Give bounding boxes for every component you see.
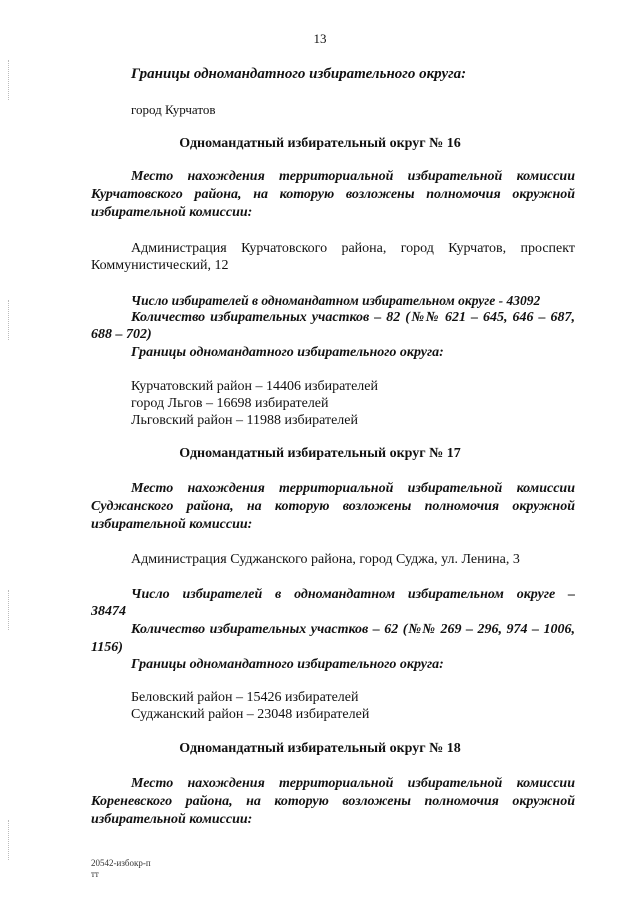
borders-label: Границы одномандатного избирательного округа: [131,66,467,82]
district-16-borders-label: Границы одномандатного избирательного округа: [131,345,444,360]
district-16-stations-line1: Количество избирательных участков – 82 (№№ 621 – 645, 646 – 687, [131,310,575,325]
district-17-commission-line3: избирательной комиссии: [91,517,253,532]
district-17-border-item: Суджанский район – 23048 избирателей [131,707,370,722]
district-18-commission-line1: Место нахождения территориальной избирательной комиссии [131,776,575,791]
margin-mark [8,820,10,860]
district-17-border-item: Беловский район – 15426 избирателей [131,690,359,705]
district-17-stations-line2: 1156) [91,640,123,655]
district-17-stations-line1: Количество избирательных участков – 62 (№№ 269 – 296, 974 – 1006, [131,622,575,637]
footer-code: 20542-избокр-п [91,858,151,868]
margin-mark [8,300,10,340]
document-footer [91,858,151,880]
district-16-address-line1: Администрация Курчатовского района, город Курчатов, проспект [131,241,575,256]
district-17-address: Администрация Суджанского района, город Суджа, ул. Ленина, 3 [131,552,520,567]
district-16-commission-line3: избирательной комиссии: [91,205,253,220]
district-17-commission-line2: Суджанского района, на которую возложены полномочия окружной [91,499,575,514]
district-18-title: Одномандатный избирательный округ № 18 [179,741,461,756]
district-16-address-line2: Коммунистический, 12 [91,258,229,273]
footer-initials: тт [91,869,99,879]
borders-text: город Курчатов [131,102,216,117]
district-16-border-item: Льговский район – 11988 избирателей [131,413,358,428]
district-17-voters-line2: 38474 [91,604,126,619]
district-17-commission-line1: Место нахождения территориальной избирательной комиссии [131,481,575,496]
district-17-title: Одномандатный избирательный округ № 17 [179,446,461,461]
district-16-title: Одномандатный избирательный округ № 16 [179,136,461,151]
district-18-commission-line3: избирательной комиссии: [91,812,253,827]
district-17-voters-line1: Число избирателей в одномандатном избирательном округе – [131,587,575,602]
margin-mark [8,590,10,630]
page-number: 13 [313,31,327,46]
district-16-border-item: Курчатовский район – 14406 избирателей [131,379,379,394]
district-16-voters: Число избирателей в одномандатном избирательном округе - 43092 [131,293,541,308]
district-16-stations-line2: 688 – 702) [91,327,152,342]
district-17-borders-label: Границы одномандатного избирательного округа: [131,657,444,672]
district-16-commission-line2: Курчатовского района, на которую возложены полномочия окружной [91,187,575,202]
margin-mark [8,60,10,100]
district-16-border-item: город Льгов – 16698 избирателей [131,396,329,411]
district-18-commission-line2: Кореневского района, на которую возложены полномочия окружной [91,794,575,809]
district-16-commission-line1: Место нахождения территориальной избирательной комиссии [131,169,575,184]
